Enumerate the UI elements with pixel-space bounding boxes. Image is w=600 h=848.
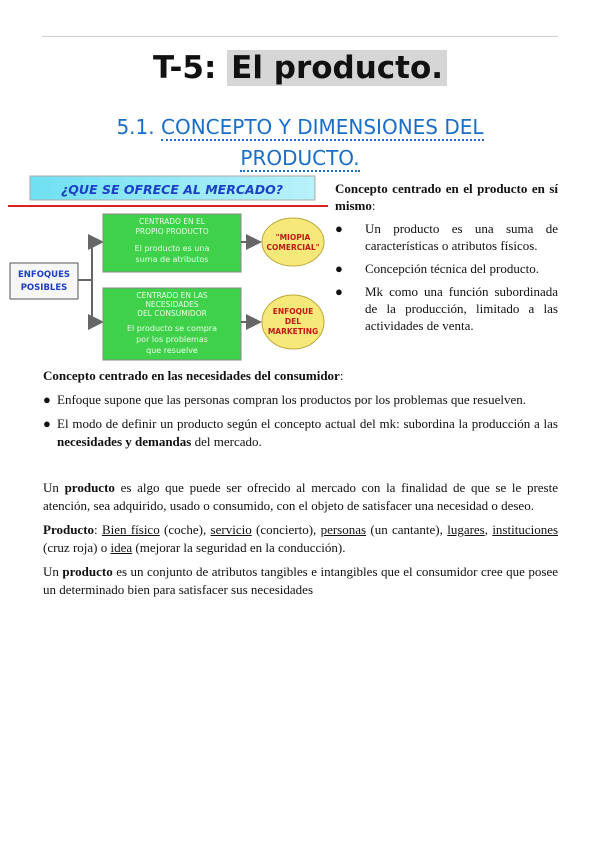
consumer-bullet-1-text: Enfoque supone que las personas compran los productos por los problemas que resuelven. — [57, 392, 526, 407]
type-personas-note: (un cantante), — [366, 522, 448, 537]
definition-1-bold: producto — [64, 480, 115, 495]
type-servicio-note: (concierto), — [251, 522, 321, 537]
type-lugares: lugares — [447, 522, 485, 537]
oval2-line2: DEL — [284, 317, 302, 326]
bullet-dot: ● — [43, 416, 51, 431]
consumer-heading-text: Concepto centrado en las necesidades del consumidor — [43, 368, 340, 383]
type-bien-fisico-note: (coche), — [159, 522, 211, 537]
consumer-heading — [43, 367, 558, 385]
box2-line2: NECESIDADES — [145, 300, 199, 309]
bullet-dot: ● — [335, 261, 343, 276]
product-centered-concept — [335, 180, 558, 340]
right-bullet-2 — [335, 260, 558, 277]
definition-2-pre: Un — [43, 564, 63, 579]
banner-text: ¿QUE SE OFRECE AL MERCADO? — [61, 182, 283, 197]
title-prefix: T-5: — [152, 50, 228, 86]
enfoques-line1: ENFOQUES — [17, 270, 71, 280]
box2-line4: El producto se compra — [126, 324, 218, 333]
consumer-bullet-2-pre: El modo de definir un producto según el concepto actual del mk: subordina la producción a las — [57, 416, 558, 431]
box1-line2: PROPIO PRODUCTO — [135, 227, 209, 236]
oval1-line1: "MIOPIA — [275, 233, 311, 242]
type-idea: idea — [110, 540, 133, 555]
box1-line3: El producto es una — [134, 244, 210, 253]
box2-line6: que resuelve — [146, 346, 198, 355]
enfoques-box — [10, 263, 78, 299]
type-bien-fisico: Bien físico — [101, 522, 160, 537]
right-bullet-2-text: Concepción técnica del producto. — [365, 261, 539, 276]
page-title — [0, 50, 600, 86]
definition-2-post: es un conjunto de atributos tangibles e intangibles que el consumidor cree que posee un determinado bien para satisfacer sus necesidades — [43, 564, 558, 597]
product-diagram — [0, 172, 340, 367]
oval2-line3: MARKETING — [267, 327, 319, 336]
type-instituciones: instituciones — [492, 522, 559, 537]
connector-branch — [78, 242, 92, 280]
box1-line1: CENTRADO EN EL — [139, 217, 205, 226]
consumer-heading-suffix: : — [339, 368, 344, 383]
definition-1-post: es algo que puede ser ofrecido al mercado con la finalidad de que se le preste atención, sea adquirido, usado o consumido, con el objeto de satisfacer una necesidad o deseo. — [43, 480, 558, 513]
title-highlight: El producto. — [227, 50, 447, 86]
product-types — [43, 521, 558, 557]
right-col-heading-text: Concepto centrado en el producto en sí mismo — [335, 181, 558, 213]
oval1-line2: COMERCIAL" — [266, 243, 320, 252]
section-title-line2: PRODUCTO. — [240, 146, 360, 170]
type-instituciones-note: (cruz roja) o — [43, 540, 111, 555]
body-text — [43, 367, 558, 605]
definition-2 — [43, 563, 558, 599]
section-title-line1: CONCEPTO Y DIMENSIONES DEL — [160, 115, 484, 139]
box2-line1: CENTRADO EN LAS — [136, 291, 208, 300]
bullet-dot: ● — [335, 221, 343, 236]
section-title — [70, 112, 530, 174]
right-col-heading — [335, 180, 558, 214]
oval-miopia — [262, 218, 324, 266]
type-servicio: servicio — [210, 522, 252, 537]
top-rule — [42, 36, 558, 37]
right-bullet-1-text: Un producto es una suma de características o atributos físicos. — [365, 221, 558, 253]
definition-2-bold: producto — [62, 564, 113, 579]
consumer-bullet-2 — [43, 415, 558, 451]
bullet-dot: ● — [43, 392, 51, 407]
right-col-heading-suffix: : — [371, 198, 376, 213]
right-bullet-1 — [335, 220, 558, 254]
product-types-label: Producto — [43, 522, 95, 537]
enfoques-line2: POSIBLES — [20, 283, 68, 293]
definition-1 — [43, 479, 558, 515]
product-types-colon: : — [94, 522, 102, 537]
consumer-bullet-1 — [43, 391, 558, 409]
right-bullet-3-text: Mk como una función subordinada de la producción, limitado a las actividades de venta. — [365, 284, 558, 333]
box2-line3: DEL CONSUMIDOR — [137, 309, 207, 318]
box2-line5: por los problemas — [136, 335, 208, 344]
right-bullet-3 — [335, 283, 558, 334]
section-number: 5.1. — [116, 115, 155, 139]
consumer-bullet-2-bold: necesidades y demandas — [57, 434, 192, 449]
definition-1-pre: Un — [43, 480, 65, 495]
box1-line4: suma de atributos — [135, 255, 209, 264]
consumer-bullet-2-text — [57, 415, 558, 451]
bullet-dot: ● — [335, 284, 343, 299]
oval2-line1: ENFOQUE — [272, 307, 314, 316]
consumer-bullet-2-post: del mercado. — [191, 434, 262, 449]
type-personas: personas — [320, 522, 367, 537]
type-lugares-note: , — [484, 522, 493, 537]
type-idea-note: (mejorar la seguridad en la conducción). — [132, 540, 346, 555]
